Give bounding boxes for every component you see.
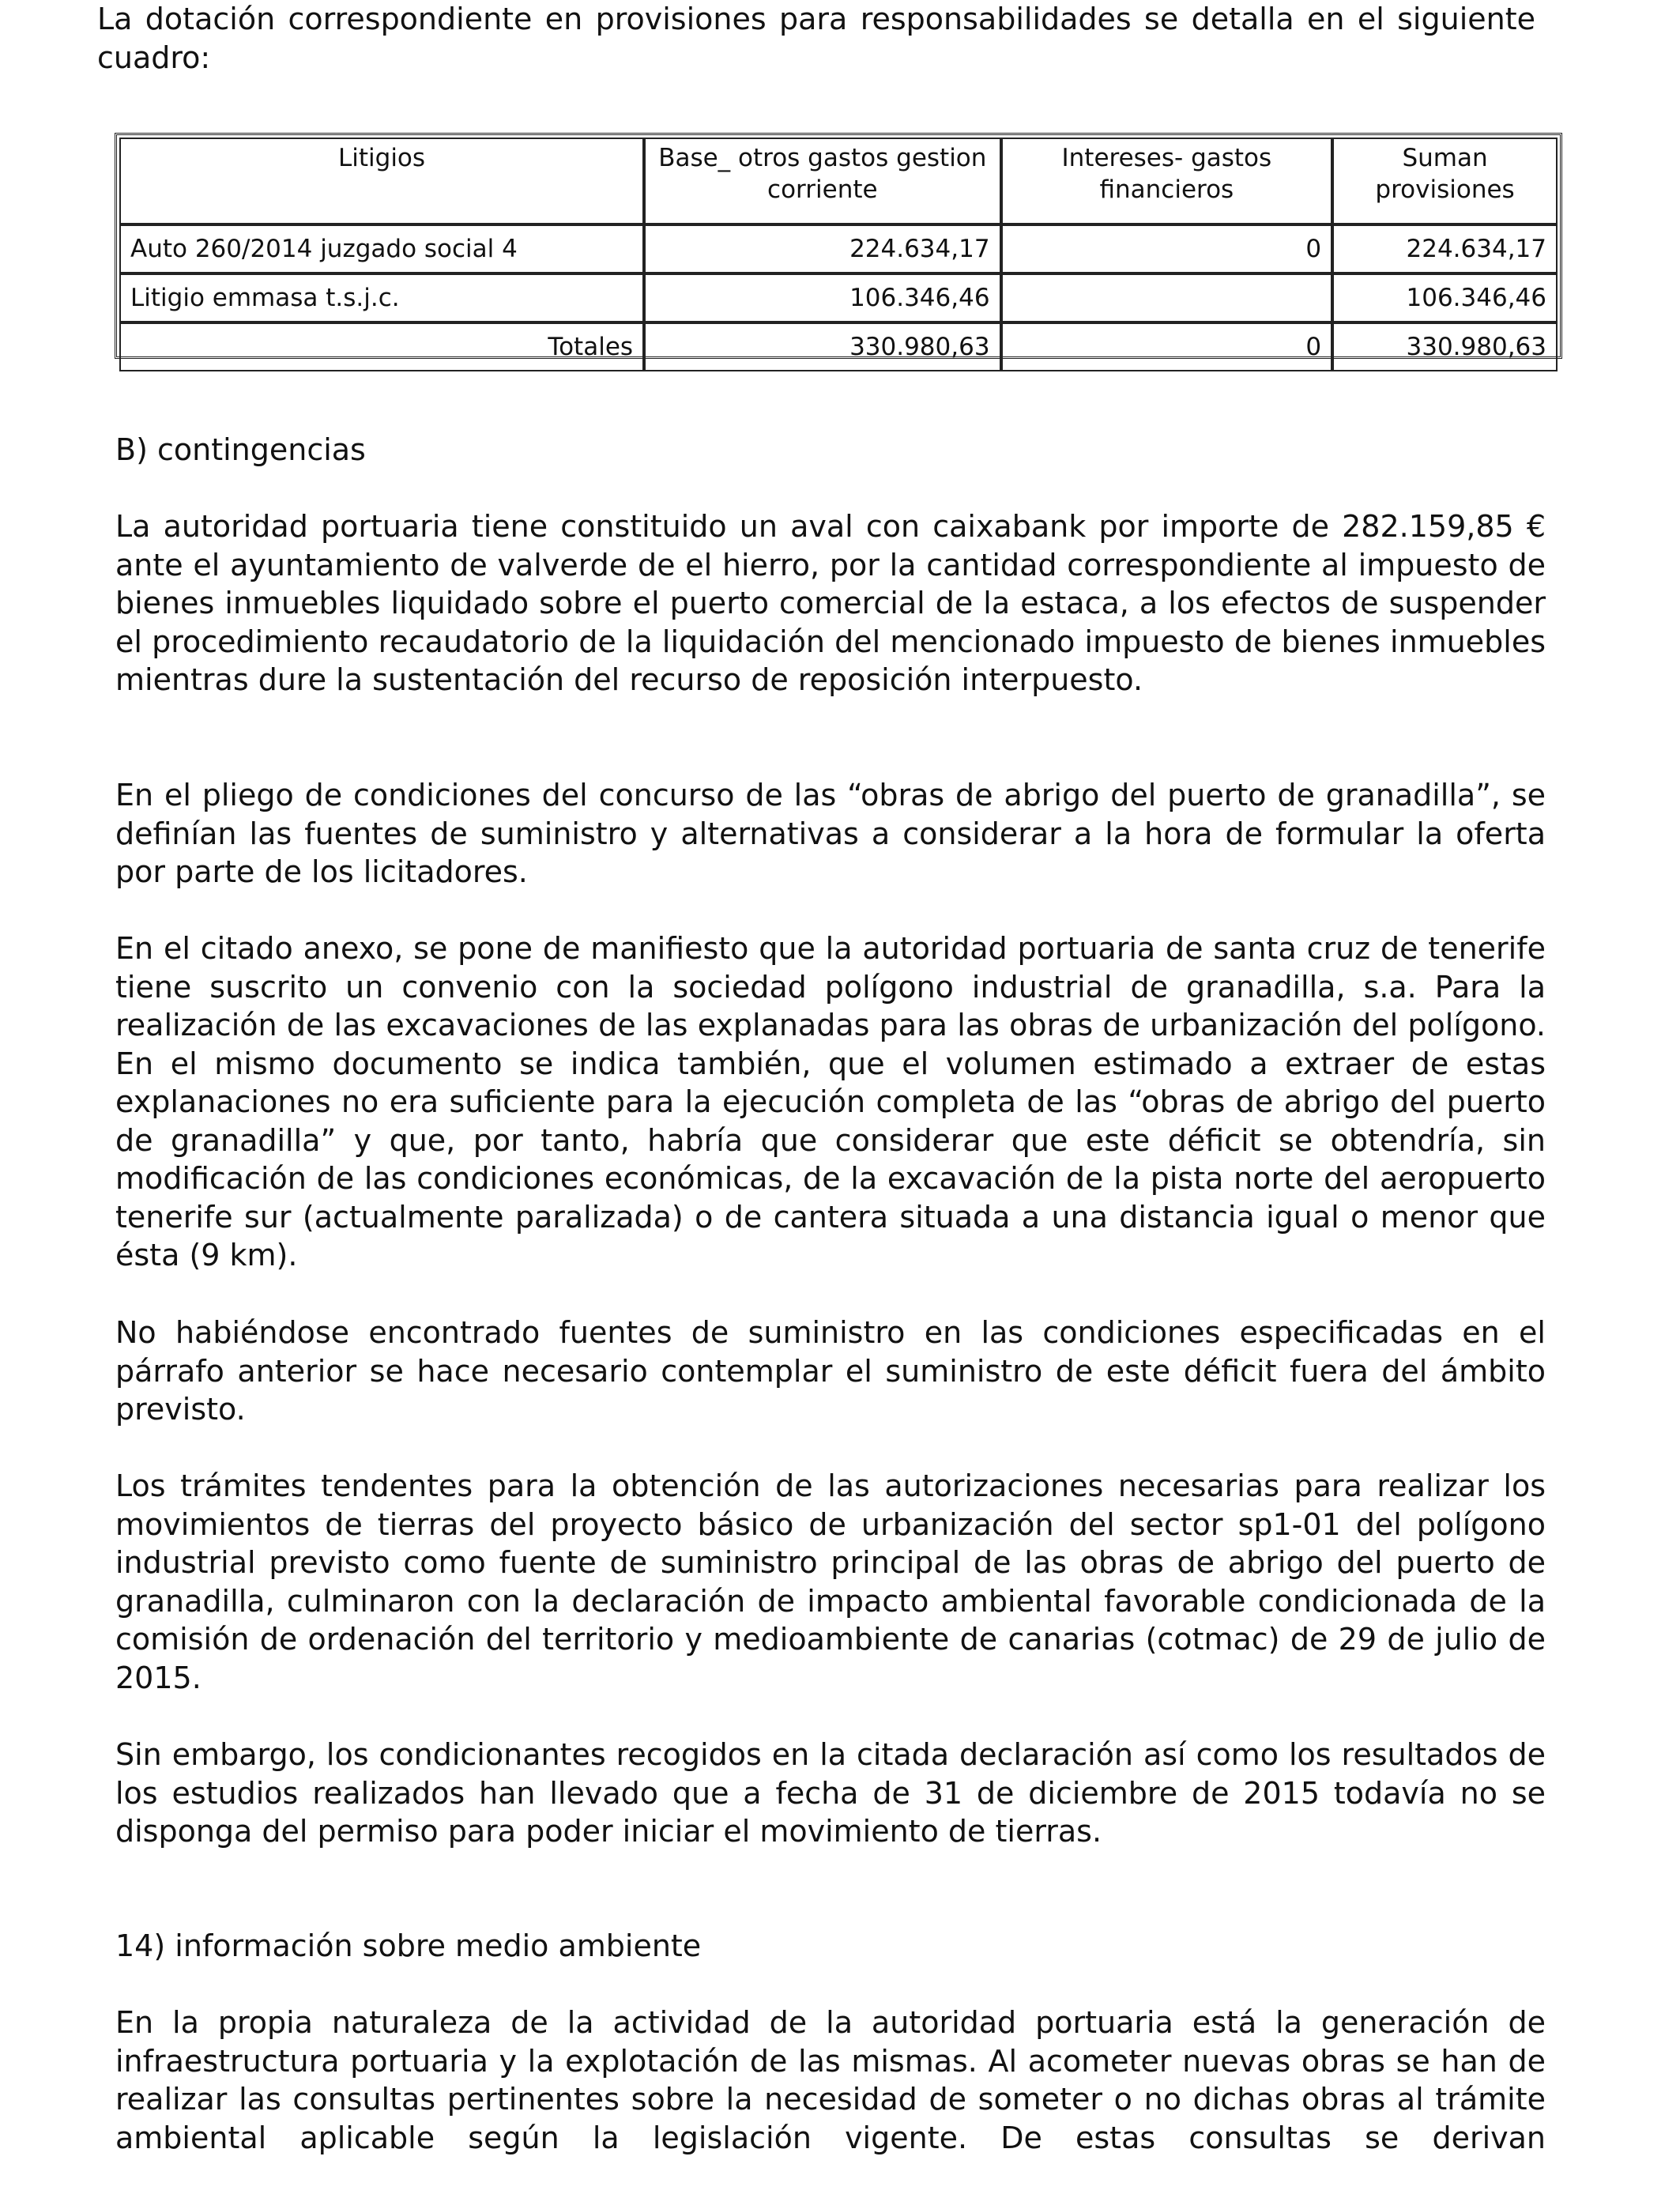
table-cell: 224.634,17: [644, 224, 1001, 273]
paragraph: Sin embargo, los condicionantes recogidos en la citada declaración así como los resultados de los estudios realizados han llevado que a fecha de 31 de diciembre de 2015 todavía no se disponga del permiso para poder iniciar el movimiento de tierras.: [115, 1737, 1546, 1849]
provisions-table: [115, 133, 1562, 359]
table-cell: 224.634,17: [1332, 224, 1558, 273]
header-litigios: Litigios: [119, 138, 644, 224]
totals-cell: 0: [1001, 322, 1333, 371]
table-cell: 106.346,46: [1332, 273, 1558, 322]
paragraph: La autoridad portuaria tiene constituido un aval con caixabank por importe de 282.159,85 € ante el ayuntamiento de valverde de el hierro, por la cantidad correspondiente al impuesto de bienes inmuebles liquidado sobre el puerto comercial de la estaca, a los efectos de suspender el procedimiento recaudatorio de la liquidación del mencionado impuesto de bienes inmuebles mientras dure la sustentación del recurso de reposición interpuesto.: [115, 509, 1546, 697]
section-heading-medio-ambiente: 14) información sobre medio ambiente: [115, 1928, 702, 1963]
section-heading-contingencias: B) contingencias: [115, 432, 366, 467]
table-cell: Litigio emmasa t.s.j.c.: [119, 273, 644, 322]
totals-label: Totales: [119, 322, 644, 371]
table-cell: Auto 260/2014 juzgado social 4: [119, 224, 644, 273]
table-cell: 0: [1001, 224, 1333, 273]
paragraph: En el pliego de condiciones del concurso de las “obras de abrigo del puerto de granadilla”, se definían las fuentes de suministro y alternativas a considerar a la hora de formular la oferta por parte de los licitadores.: [115, 778, 1546, 889]
header-suman-provisiones: Suman provisiones: [1332, 138, 1558, 224]
table-cell: [1001, 273, 1333, 322]
paragraph: En el citado anexo, se pone de manifiesto que la autoridad portuaria de santa cruz de tenerife tiene suscrito un convenio con la sociedad polígono industrial de granadilla, s.a. Para la realización de las excavaciones de las explanadas para las obras de urbanización del polígono. En el mismo documento se indica también, que el volumen estimado a extraer de estas explanaciones no era suficiente para la ejecución completa de las “obras de abrigo del puerto de granadilla” y que, por tanto, habría que considerar que este déficit se obtendría, sin modificación de las condiciones económicas, de la excavación de la pista norte del aeropuerto tenerife sur (actualmente paralizada) o de cantera situada a una distancia igual o menor que ésta (9 km).: [115, 931, 1546, 1272]
paragraph: En la propia naturaleza de la actividad de la autoridad portuaria está la generación de infraestructura portuaria y la explotación de las mismas. Al acometer nuevas obras se han de realizar las consultas pertinentes sobre la necesidad de someter o no dichas obras al trámite ambiental aplicable según la legislación vigente. De estas consultas se derivan: [115, 2005, 1546, 2155]
totals-cell: 330.980,63: [1332, 322, 1558, 371]
intro-paragraph: La dotación correspondiente en provisiones para responsabilidades se detalla en el siguiente cuadro:: [97, 2, 1535, 75]
table-row: [119, 273, 1558, 322]
totals-cell: 330.980,63: [644, 322, 1001, 371]
header-base-otros-gastos: Base_ otros gastos gestion corriente: [644, 138, 1001, 224]
table-cell: 106.346,46: [644, 273, 1001, 322]
paragraph: Los trámites tendentes para la obtención de las autorizaciones necesarias para realizar los movimientos de tierras del proyecto básico de urbanización del sector sp1-01 del polígono industrial previsto como fuente de suministro principal de las obras de abrigo del puerto de granadilla, culminaron con la declaración de impacto ambiental favorable condicionada de la comisión de ordenación del territorio y medioambiente de canarias (cotmac) de 29 de julio de 2015.: [115, 1468, 1546, 1695]
header-intereses-gastos: Intereses- gastos financieros: [1001, 138, 1333, 224]
table-row: [119, 224, 1558, 273]
paragraph: No habiéndose encontrado fuentes de suministro en las condiciones especificadas en el párrafo anterior se hace necesario contemplar el suministro de este déficit fuera del ámbito previsto.: [115, 1315, 1546, 1427]
table-header-row: [119, 138, 1558, 224]
totals-row: [119, 322, 1558, 371]
